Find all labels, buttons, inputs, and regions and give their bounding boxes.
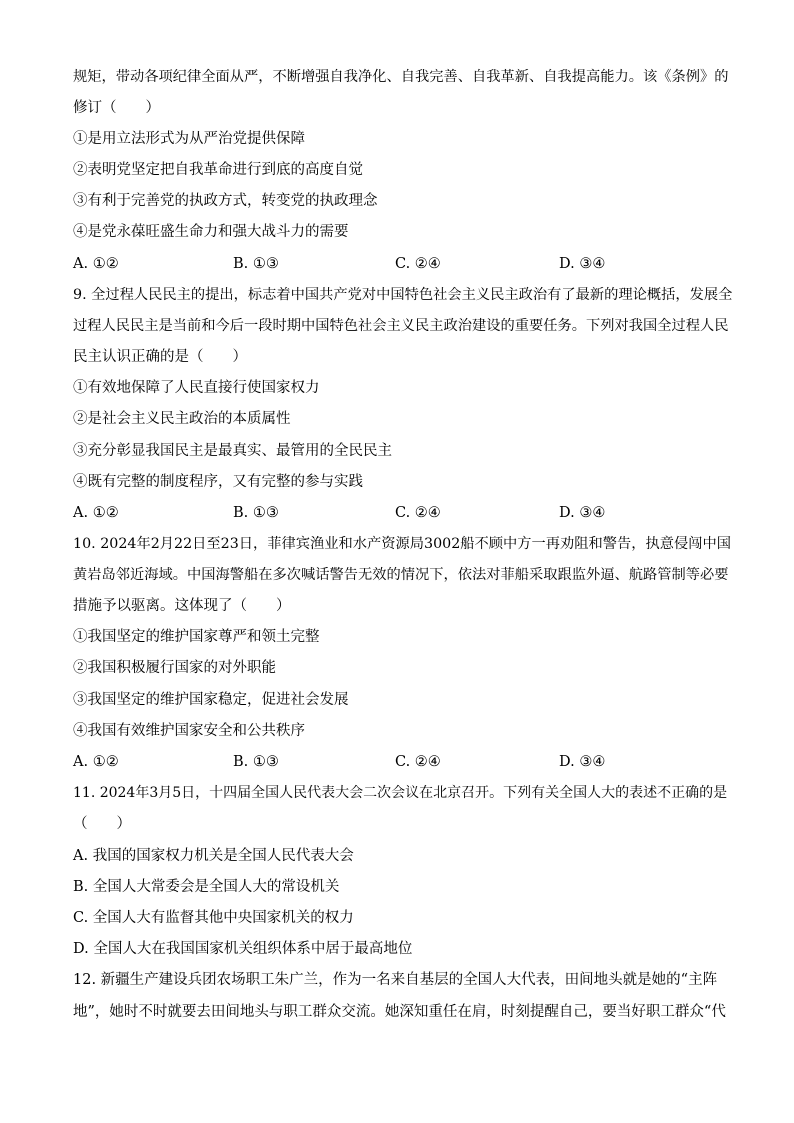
q11-choice-d: D. 全国人大在我国国家机关组织体系中居于最高地位	[73, 941, 413, 957]
q10-stem-line-2: 黄岩岛邻近海域。中国海警船在多次喊话警告无效的情况下，依法对菲船采取跟监外逼、航路管制等必要	[73, 567, 729, 583]
q11-stem-line-2: （ ）	[73, 816, 131, 832]
q9-statement-3: ③充分彰显我国民主是最真实、最管用的全民民主	[73, 443, 392, 459]
q8-statement-2: ②表明党坚定把自我革命进行到底的高度自觉	[73, 162, 363, 178]
q8-statement-4: ④是党永葆旺盛生命力和强大战斗力的需要	[73, 224, 349, 240]
q10-option-d: D. ③④	[559, 754, 606, 770]
q8-option-d: D. ③④	[559, 256, 606, 272]
q9-option-d: D. ③④	[559, 505, 606, 521]
q12-stem-line-2: 地”，她时不时就要去田间地头与职工群众交流。她深知重任在肩，时刻提醒自己，要当好职工群众“代	[73, 1004, 726, 1020]
q11-choice-c: C. 全国人大有监督其他中央国家机关的权力	[73, 910, 354, 926]
q9-option-b: B. ①③	[233, 505, 279, 521]
q9-option-a: A. ①②	[73, 505, 119, 521]
q9-options	[73, 503, 733, 523]
q8-statement-1: ①是用立法形式为从严治党提供保障	[73, 131, 305, 147]
q10-option-a: A. ①②	[73, 754, 119, 770]
q11-choice-a: A. 我国的国家权力机关是全国人民代表大会	[73, 848, 354, 864]
q10-stem-line-1: 10. 2024年2月22日至23日，菲律宾渔业和水产资源局3002船不顾中方一再劝阻和警告，执意侵闯中国	[73, 536, 732, 552]
q8-option-a: A. ①②	[73, 256, 119, 272]
q10-options	[73, 752, 733, 772]
q10-statement-1: ①我国坚定的维护国家尊严和领土完整	[73, 629, 320, 645]
q11-choice-b: B. 全国人大常委会是全国人大的常设机关	[73, 879, 340, 895]
q9-statement-4: ④既有完整的制度程序，又有完整的参与实践	[73, 474, 363, 490]
q9-stem-line-3: 民主认识正确的是（ ）	[73, 349, 247, 365]
q8-options	[73, 254, 733, 274]
q10-option-b: B. ①③	[233, 754, 279, 770]
q10-stem-line-3: 措施予以驱离。这体现了（ ）	[73, 598, 291, 614]
q9-statement-2: ②是社会主义民主政治的本质属性	[73, 411, 291, 427]
q8-option-c: C. ②④	[395, 256, 441, 272]
q10-option-c: C. ②④	[395, 754, 441, 770]
q9-statement-1: ①有效地保障了人民直接行使国家权力	[73, 380, 320, 396]
q9-option-c: C. ②④	[395, 505, 441, 521]
q8-statement-3: ③有利于完善党的执政方式，转变党的执政理念	[73, 193, 378, 209]
q12-stem-line-1: 12. 新疆生产建设兵团农场职工朱广兰，作为一名来自基层的全国人大代表，田间地头就是她的“主阵	[73, 972, 718, 988]
q10-statement-2: ②我国积极履行国家的对外职能	[73, 660, 276, 676]
q10-statement-3: ③我国坚定的维护国家稳定，促进社会发展	[73, 692, 349, 708]
q10-statement-4: ④我国有效维护国家安全和公共秩序	[73, 723, 305, 739]
q11-stem-line-1: 11. 2024年3月5日，十四届全国人民代表大会二次会议在北京召开。下列有关全国人大的表述不正确的是	[73, 785, 728, 801]
q8-option-b: B. ①③	[233, 256, 279, 272]
q8-stem-line-2: 修订（ ）	[73, 100, 160, 116]
q8-stem-line-1: 规矩，带动各项纪律全面从严，不断增强自我净化、自我完善、自我革新、自我提高能力。该《条例》的	[73, 69, 729, 85]
q9-stem-line-1: 9. 全过程人民民主的提出，标志着中国共产党对中国特色社会主义民主政治有了最新的理论概括，发展全	[73, 287, 733, 303]
q9-stem-line-2: 过程人民民主是当前和今后一段时期中国特色社会主义民主政治建设的重要任务。下列对我国全过程人民	[73, 318, 729, 334]
